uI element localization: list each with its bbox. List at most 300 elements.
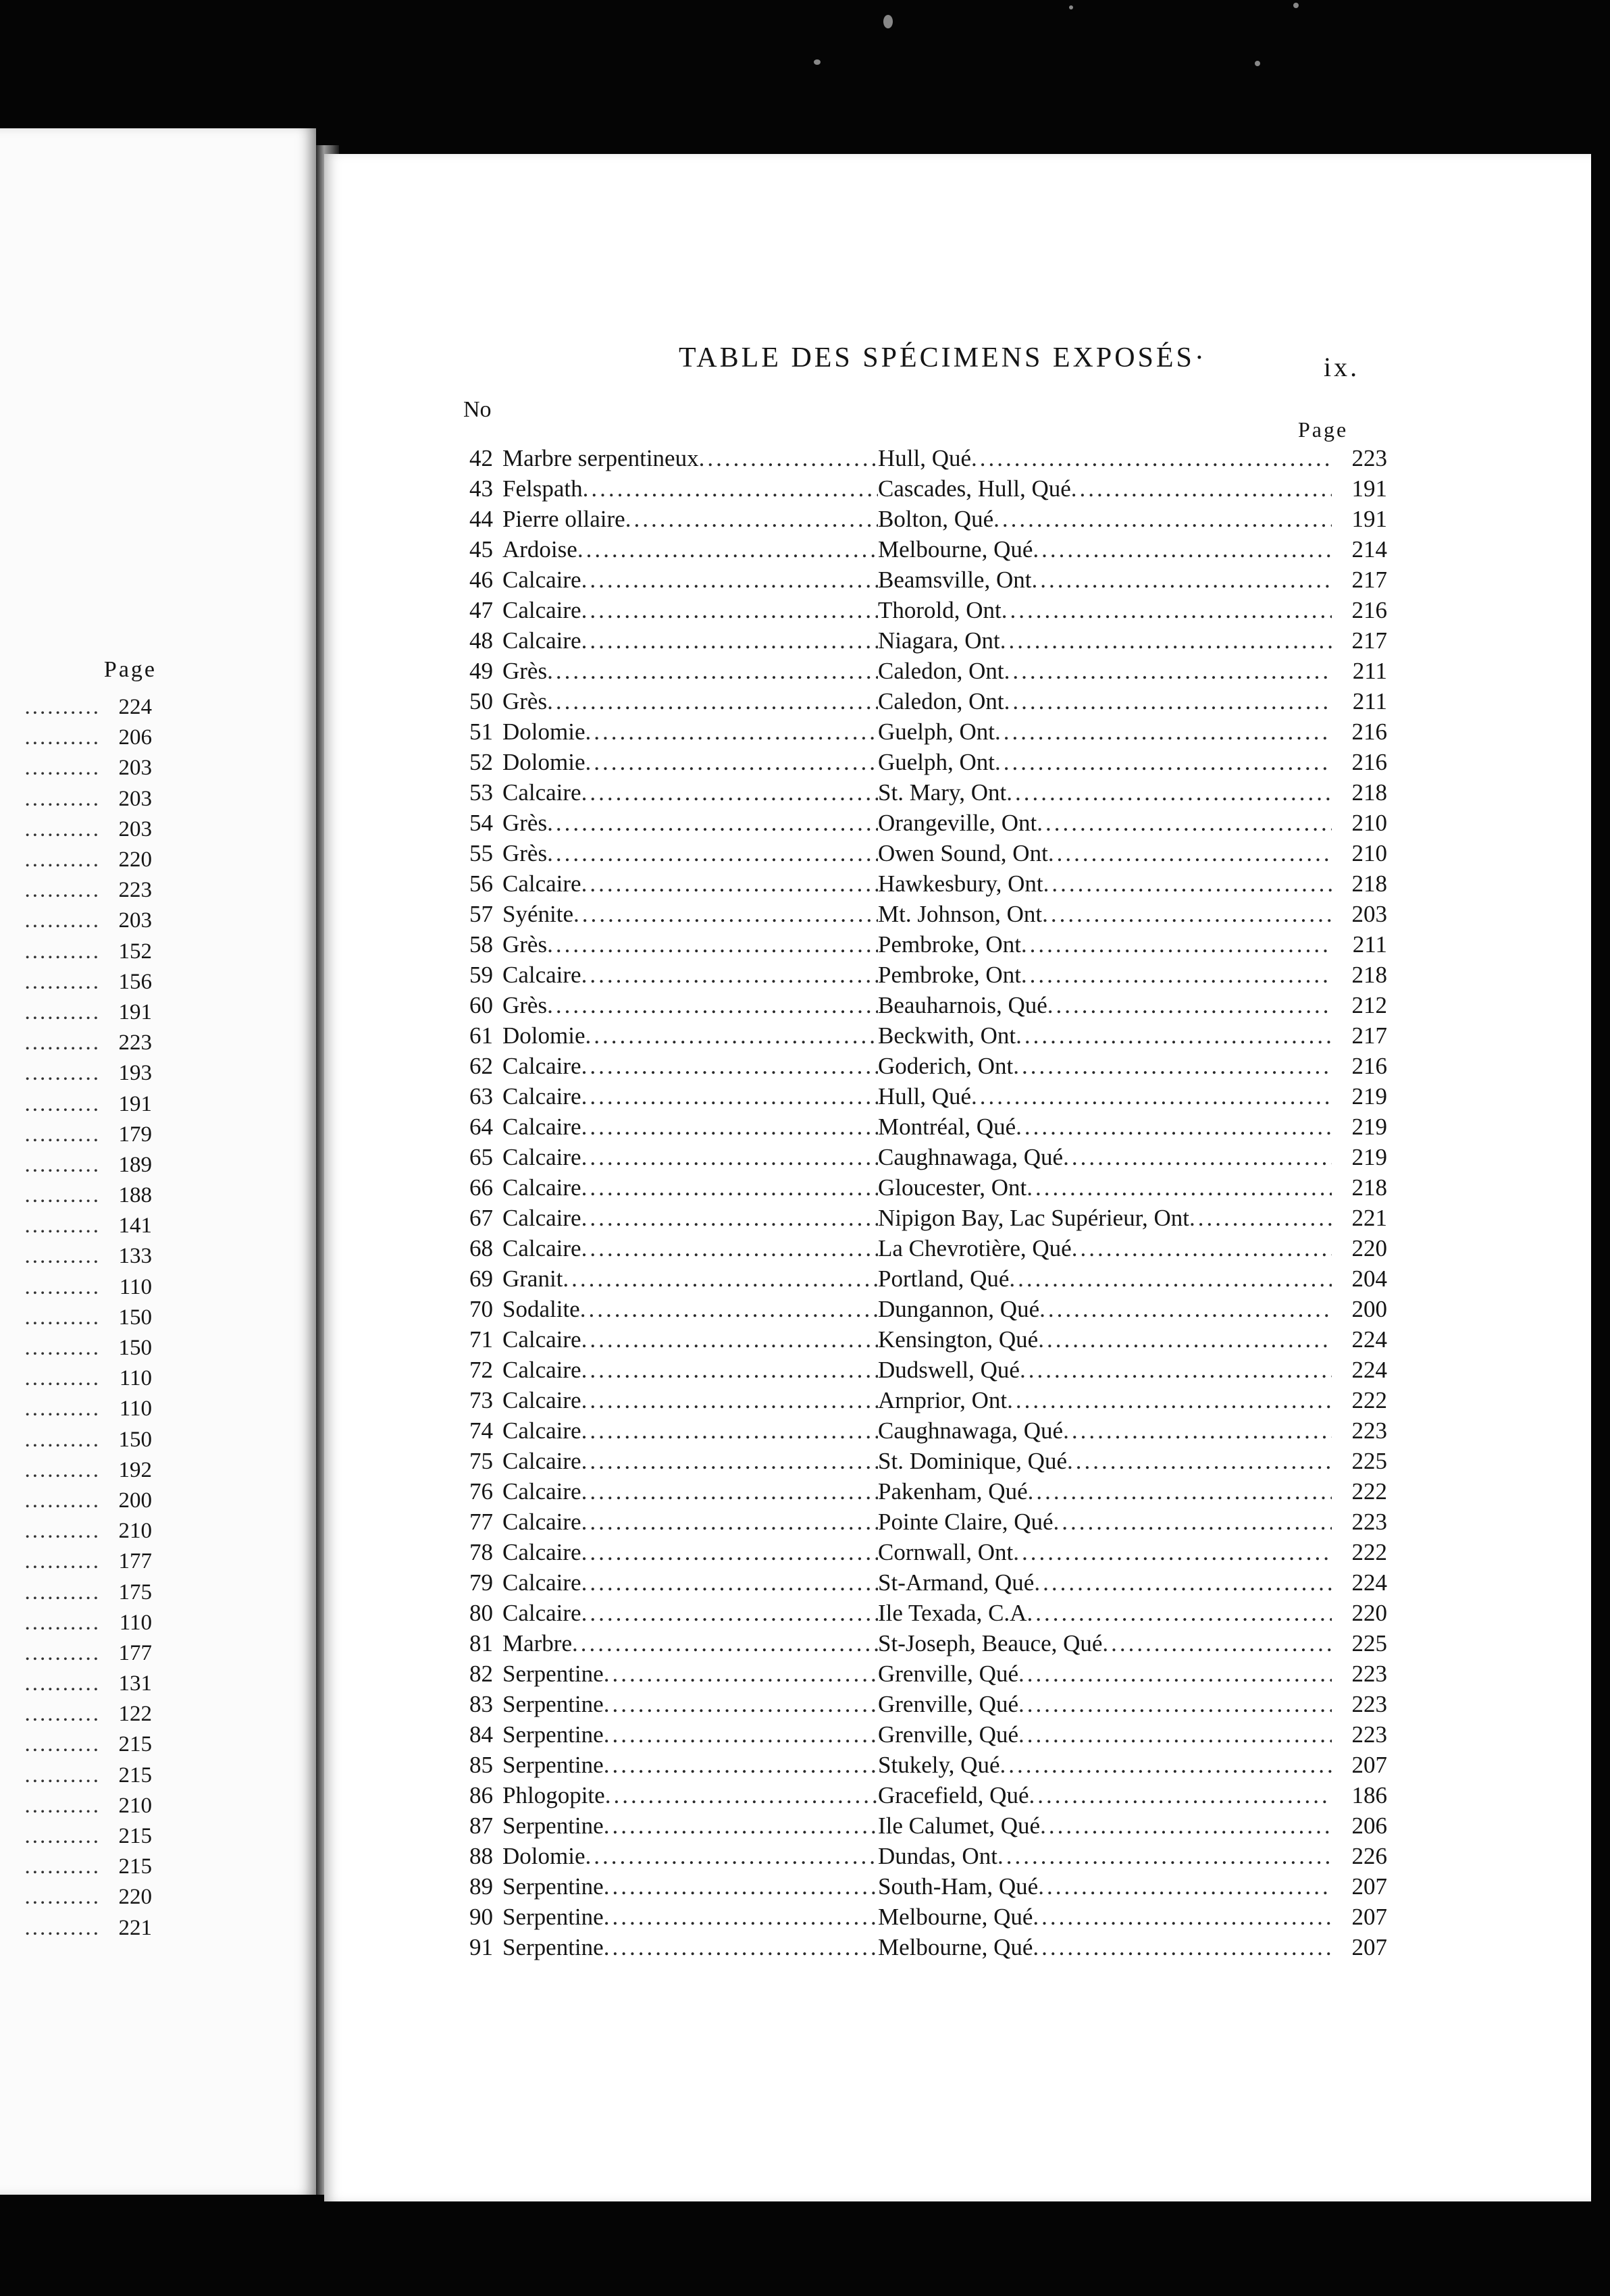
dot-leader: [581, 1053, 878, 1080]
specimen-number: 82: [469, 1660, 493, 1687]
specimen-number: 55: [469, 839, 493, 866]
dot-leader: ..........: [24, 1915, 101, 1940]
dot-leader: ..........: [24, 1397, 101, 1421]
dot-leader: [604, 1873, 878, 1900]
specimen-cell: [502, 1387, 878, 1414]
left-page-number: 223: [118, 1030, 152, 1055]
dot-leader: [1063, 1417, 1332, 1444]
specimen-number: 85: [469, 1751, 493, 1778]
table-row: [452, 929, 1387, 960]
table-row: [452, 868, 1387, 899]
locality-cell: [878, 688, 1332, 715]
page-reference: 216: [1351, 748, 1387, 775]
locality-name: St-Armand, Qué: [878, 1569, 1035, 1596]
left-page-number: 191: [118, 999, 152, 1024]
specimen-cell: [502, 1721, 878, 1748]
page-reference: 218: [1351, 779, 1387, 806]
specimen-name: Dolomie: [502, 1022, 586, 1049]
dot-leader: [1027, 1174, 1332, 1201]
dot-leader: [581, 1235, 878, 1262]
page-reference: 210: [1351, 809, 1387, 836]
locality-cell: [878, 719, 1332, 746]
dot-leader: ..........: [24, 1793, 101, 1818]
specimen-name: Dolomie: [502, 748, 586, 775]
locality-cell: [878, 1357, 1332, 1384]
dot-leader: [585, 1022, 878, 1049]
dot-leader: ..........: [24, 908, 101, 933]
dot-leader: [1027, 1600, 1332, 1627]
specimen-name: Calcaire: [502, 1326, 581, 1353]
table-row: [452, 1112, 1387, 1142]
dot-leader: ..........: [24, 1244, 101, 1269]
specimen-cell: [502, 1934, 878, 1961]
running-title: TABLE DES SPÉCIMENS EXPOSÉS·: [679, 342, 1207, 373]
dot-leader: [581, 1569, 878, 1596]
locality-cell: [878, 1661, 1332, 1688]
locality-cell: [878, 810, 1332, 837]
left-page-entry: [0, 1577, 152, 1607]
locality-name: Beauharnois, Qué: [878, 991, 1047, 1018]
locality-cell: [878, 627, 1332, 654]
specimen-cell: [502, 870, 878, 897]
locality-name: Hawkesbury, Ont: [878, 870, 1043, 897]
left-page-entry: [0, 1363, 152, 1394]
dot-leader: [1102, 1630, 1332, 1657]
specimen-cell: [502, 719, 878, 746]
locality-name: Owen Sound, Ont: [878, 839, 1048, 866]
table-row: [452, 1233, 1387, 1263]
specimen-name: Serpentine: [502, 1903, 604, 1930]
specimen-cell: [502, 688, 878, 715]
locality-name: Beamsville, Ont: [878, 566, 1032, 593]
specimen-number: 61: [469, 1022, 493, 1049]
locality-cell: [878, 1752, 1332, 1779]
dot-leader: [1016, 1114, 1332, 1141]
dot-leader: [1000, 627, 1332, 654]
specimen-cell: [502, 597, 878, 624]
dot-leader: ..........: [24, 969, 101, 994]
left-page-entry: [0, 784, 152, 814]
dot-leader: [1048, 840, 1332, 867]
page-reference: 200: [1351, 1295, 1387, 1322]
locality-name: Caughnawaga, Qué: [878, 1417, 1064, 1444]
specimen-name: Calcaire: [502, 1386, 581, 1413]
dot-leader: [1020, 1357, 1332, 1384]
left-page-number: 122: [118, 1702, 152, 1727]
dot-leader: ..........: [24, 1519, 101, 1544]
page-reference: 212: [1351, 991, 1387, 1018]
locality-name: St. Mary, Ont: [878, 779, 1007, 806]
specimen-name: Dolomie: [502, 1842, 586, 1869]
dot-leader: [604, 1661, 878, 1688]
specimen-name: Calcaire: [502, 1599, 581, 1626]
left-page-entry: [0, 723, 152, 753]
locality-name: Montréal, Qué: [878, 1113, 1016, 1140]
specimen-name: Calcaire: [502, 1478, 581, 1505]
specimen-name: Grès: [502, 657, 548, 684]
dot-leader: ..........: [24, 1763, 101, 1788]
dot-leader: [1042, 901, 1332, 928]
dot-leader: ..........: [24, 1854, 101, 1879]
dot-leader: ..........: [24, 1152, 101, 1177]
page-reference: 219: [1351, 1143, 1387, 1170]
locality-cell: [878, 1205, 1332, 1232]
column-header-no: No: [463, 397, 492, 422]
table-row: [452, 1598, 1387, 1628]
specimen-name: Calcaire: [502, 1508, 581, 1535]
table-row: [452, 1203, 1387, 1233]
left-page-entry: [0, 1486, 152, 1516]
table-row: [452, 565, 1387, 595]
table-row: [452, 534, 1387, 565]
left-page-column-header: Page: [103, 657, 157, 682]
table-row: [452, 473, 1387, 504]
locality-cell: [878, 1569, 1332, 1596]
dot-leader: ..........: [24, 847, 101, 872]
specimen-cell: [502, 1326, 878, 1353]
left-page-entry: [0, 1913, 152, 1943]
dot-leader: [1038, 1326, 1332, 1353]
specimen-name: Calcaire: [502, 627, 581, 654]
dot-leader: ..........: [24, 1030, 101, 1055]
left-page-entry: [0, 1394, 152, 1424]
table-row: [452, 1719, 1387, 1750]
page-reference: 217: [1351, 627, 1387, 654]
locality-cell: [878, 1721, 1332, 1748]
table-row: [452, 1263, 1387, 1294]
dot-leader: ..........: [24, 1580, 101, 1604]
table-row: [452, 1507, 1387, 1537]
dot-leader: [1054, 1509, 1332, 1536]
specimen-name: Serpentine: [502, 1873, 604, 1900]
left-page-entry: [0, 1729, 152, 1760]
left-page-entry: [0, 1821, 152, 1852]
dot-leader: [1007, 1387, 1332, 1414]
specimen-name: Marbre: [502, 1629, 573, 1656]
dot-leader: ..........: [24, 1457, 101, 1482]
specimen-number: 86: [469, 1781, 493, 1808]
page-reference: 216: [1351, 1052, 1387, 1079]
table-row: [452, 899, 1387, 929]
specimen-name: Serpentine: [502, 1690, 604, 1717]
left-page-entry: [0, 1272, 152, 1303]
table-row: [452, 1385, 1387, 1415]
locality-cell: [878, 1782, 1332, 1809]
page-reference: 218: [1351, 870, 1387, 897]
left-page-entry: [0, 937, 152, 967]
specimen-cell: [502, 1539, 878, 1566]
specimen-number: 70: [469, 1295, 493, 1322]
page-reference: 216: [1351, 718, 1387, 745]
table-row: [452, 595, 1387, 625]
table-row: [452, 1567, 1387, 1598]
specimen-cell: [502, 1569, 878, 1596]
page-reference: 191: [1351, 475, 1387, 502]
specimen-name: Marbre serpentineux: [502, 444, 699, 471]
locality-cell: [878, 1630, 1332, 1657]
specimen-cell: [502, 1266, 878, 1293]
specimen-name: Calcaire: [502, 1204, 581, 1231]
specimen-name: Serpentine: [502, 1721, 604, 1748]
left-page-number: 150: [118, 1336, 152, 1361]
locality-cell: [878, 1904, 1332, 1931]
dot-leader: [1072, 1235, 1332, 1262]
locality-cell: [878, 658, 1332, 685]
specimen-number: 74: [469, 1417, 493, 1444]
left-page-entry: [0, 845, 152, 875]
dot-leader: [581, 1387, 878, 1414]
table-row: [452, 1142, 1387, 1172]
specimen-name: Serpentine: [502, 1660, 604, 1687]
specimen-number: 68: [469, 1234, 493, 1261]
specimen-number: 49: [469, 657, 493, 684]
locality-cell: [878, 962, 1332, 989]
locality-cell: [878, 1417, 1332, 1444]
locality-name: Ile Texada, C.A: [878, 1599, 1027, 1626]
table-row: [452, 1750, 1387, 1780]
dot-leader: [581, 870, 878, 897]
page-reference: 221: [1351, 1204, 1387, 1231]
specimen-name: Calcaire: [502, 596, 581, 623]
page-reference: 203: [1351, 900, 1387, 927]
table-row: [452, 1172, 1387, 1203]
dot-leader: [1063, 1144, 1332, 1171]
locality-cell: [878, 567, 1332, 594]
locality-name: Gloucester, Ont: [878, 1174, 1027, 1201]
specimen-number: 42: [469, 444, 493, 471]
left-page-entry: [0, 1852, 152, 1882]
page-reference: 211: [1352, 931, 1387, 958]
left-page-number: 200: [118, 1488, 152, 1513]
page-reference: 216: [1351, 596, 1387, 623]
page-reference: 225: [1351, 1629, 1387, 1656]
locality-name: Grenville, Qué: [878, 1690, 1018, 1717]
locality-name: Arnprior, Ont: [878, 1386, 1008, 1413]
specimen-cell: [502, 1904, 878, 1931]
specimen-number: 73: [469, 1386, 493, 1413]
dot-leader: [585, 749, 878, 776]
specimen-cell: [502, 1296, 878, 1323]
specimen-name: Calcaire: [502, 1143, 581, 1170]
left-page-number: 191: [118, 1091, 152, 1116]
table-row: [452, 656, 1387, 686]
left-page-entry: [0, 1150, 152, 1180]
page-reference: 223: [1351, 1690, 1387, 1717]
left-page-entry: [0, 875, 152, 906]
specimen-cell: [502, 1417, 878, 1444]
table-row: [452, 777, 1387, 808]
dot-leader: ..........: [24, 786, 101, 811]
specimen-cell: [502, 1600, 878, 1627]
dot-leader: ..........: [24, 1091, 101, 1116]
left-page-number: 175: [118, 1580, 152, 1604]
specimen-number: 47: [469, 596, 493, 623]
dot-leader: ..........: [24, 1061, 101, 1086]
specimen-cell: [502, 1630, 878, 1657]
specimen-number: 69: [469, 1265, 493, 1292]
dot-leader: [581, 597, 878, 624]
table-row: [452, 960, 1387, 990]
specimen-name: Calcaire: [502, 566, 581, 593]
specimen-cell: [502, 1509, 878, 1536]
locality-cell: [878, 445, 1332, 472]
dot-leader: [1000, 1752, 1332, 1779]
page-reference: 224: [1351, 1569, 1387, 1596]
specimen-number: 57: [469, 900, 493, 927]
locality-cell: [878, 475, 1332, 502]
dot-leader: [1029, 1782, 1332, 1809]
locality-name: Nipigon Bay, Lac Supérieur, Ont: [878, 1204, 1189, 1231]
locality-cell: [878, 992, 1332, 1019]
dot-leader: [581, 1144, 878, 1171]
locality-name: South-Ham, Qué: [878, 1873, 1039, 1900]
specimen-cell: [502, 1782, 878, 1809]
dot-leader: ..........: [24, 1427, 101, 1452]
page-reference: 186: [1351, 1781, 1387, 1808]
specimen-number: 56: [469, 870, 493, 897]
specimen-name: Grès: [502, 991, 548, 1018]
dot-leader: [604, 1934, 878, 1961]
locality-name: La Chevrotière, Qué: [878, 1234, 1072, 1261]
locality-name: Pembroke, Ont: [878, 931, 1021, 958]
locality-name: Niagara, Ont: [878, 627, 1000, 654]
locality-cell: [878, 536, 1332, 563]
dot-leader: ..........: [24, 1183, 101, 1208]
specimen-name: Serpentine: [502, 1812, 604, 1839]
page-reference: 220: [1351, 1599, 1387, 1626]
left-page-entry: [0, 1699, 152, 1729]
dot-leader: [993, 506, 1332, 533]
dot-leader: [581, 1509, 878, 1536]
page-reference: 207: [1351, 1933, 1387, 1960]
dot-leader: ..........: [24, 1274, 101, 1299]
dot-leader: ..........: [24, 939, 101, 964]
specimen-number: 52: [469, 748, 493, 775]
locality-cell: [878, 1022, 1332, 1049]
specimen-name: Calcaire: [502, 1447, 581, 1474]
table-row: [452, 1659, 1387, 1689]
specimen-name: Calcaire: [502, 1538, 581, 1565]
left-page-entry: [0, 1180, 152, 1211]
dot-leader: ..........: [24, 725, 101, 750]
specimen-number: 78: [469, 1538, 493, 1565]
specimen-number: 81: [469, 1629, 493, 1656]
specimen-name: Granit: [502, 1265, 563, 1292]
left-page-entry: [0, 1760, 152, 1791]
dot-leader: [1021, 962, 1332, 989]
specimen-cell: [502, 627, 878, 654]
left-page-entry: [0, 1516, 152, 1546]
dot-leader: [585, 719, 878, 746]
dot-leader: ..........: [24, 1824, 101, 1849]
left-page-entry: [0, 692, 152, 723]
dot-leader: [1067, 1448, 1332, 1475]
page-reference: 222: [1351, 1538, 1387, 1565]
locality-cell: [878, 1053, 1332, 1080]
dot-leader: ..........: [24, 1549, 101, 1574]
table-row: [452, 625, 1387, 656]
left-page-number: 215: [118, 1854, 152, 1879]
specimen-cell: [502, 810, 878, 837]
specimen-cell: [502, 992, 878, 1019]
locality-name: Guelph, Ont: [878, 748, 995, 775]
page-reference: 220: [1351, 1234, 1387, 1261]
specimen-number: 77: [469, 1508, 493, 1535]
left-page-number: 223: [118, 878, 152, 903]
left-page-entry: [0, 753, 152, 783]
dot-leader: [604, 1812, 878, 1840]
dot-leader: [1040, 1812, 1332, 1840]
table-row: [452, 504, 1387, 534]
dot-leader: ..........: [24, 1610, 101, 1635]
page-reference: 211: [1352, 657, 1387, 684]
locality-cell: [878, 1387, 1332, 1414]
locality-name: Guelph, Ont: [878, 718, 995, 745]
left-page-entry: [0, 1089, 152, 1119]
specimen-name: Calcaire: [502, 779, 581, 806]
specimen-cell: [502, 536, 878, 563]
dot-leader: ..........: [24, 756, 101, 781]
specimen-number: 45: [469, 536, 493, 563]
dot-leader: [1021, 931, 1332, 958]
left-page-number: 189: [118, 1152, 152, 1177]
locality-cell: [878, 749, 1332, 776]
specimen-name: Felspath: [502, 475, 583, 502]
dot-leader: ..........: [24, 1640, 101, 1665]
page-reference: 207: [1351, 1903, 1387, 1930]
dot-leader: ..........: [24, 1671, 101, 1696]
locality-cell: [878, 840, 1332, 867]
specimen-name: Calcaire: [502, 1082, 581, 1110]
table-row: [452, 747, 1387, 777]
left-page-number: 150: [118, 1305, 152, 1330]
dot-leader: ..........: [24, 1732, 101, 1757]
specimen-number: 84: [469, 1721, 493, 1748]
dot-leader: [1031, 567, 1332, 594]
dot-leader: ..........: [24, 695, 101, 720]
left-page-entry: [0, 1455, 152, 1486]
specimen-number: 46: [469, 566, 493, 593]
table-row: [452, 1841, 1387, 1871]
specimen-number: 87: [469, 1812, 493, 1839]
dot-leader: [604, 1691, 878, 1718]
specimen-cell: [502, 1357, 878, 1384]
dot-leader: [547, 840, 878, 867]
left-page-number: 110: [119, 1274, 152, 1299]
page-reference: 204: [1351, 1265, 1387, 1292]
page-reference: 224: [1351, 1356, 1387, 1383]
specimen-cell: [502, 506, 878, 533]
dot-leader: ..........: [24, 1702, 101, 1727]
dot-leader: [547, 931, 878, 958]
specimen-number: 71: [469, 1326, 493, 1353]
specimen-number: 88: [469, 1842, 493, 1869]
specimen-number: 62: [469, 1052, 493, 1079]
dot-leader: [1018, 1661, 1332, 1688]
locality-cell: [878, 1873, 1332, 1900]
specimen-name: Pierre ollaire: [502, 505, 625, 532]
left-page-number: 221: [118, 1915, 152, 1940]
dot-leader: [581, 1205, 878, 1232]
dot-leader: [581, 1448, 878, 1475]
dot-leader: ..........: [24, 1336, 101, 1361]
locality-name: Grenville, Qué: [878, 1721, 1018, 1748]
dot-leader: [1043, 870, 1332, 897]
specimen-cell: [502, 931, 878, 958]
dot-leader: [585, 1843, 878, 1870]
dot-leader: [1039, 1296, 1332, 1323]
table-row: [452, 686, 1387, 716]
